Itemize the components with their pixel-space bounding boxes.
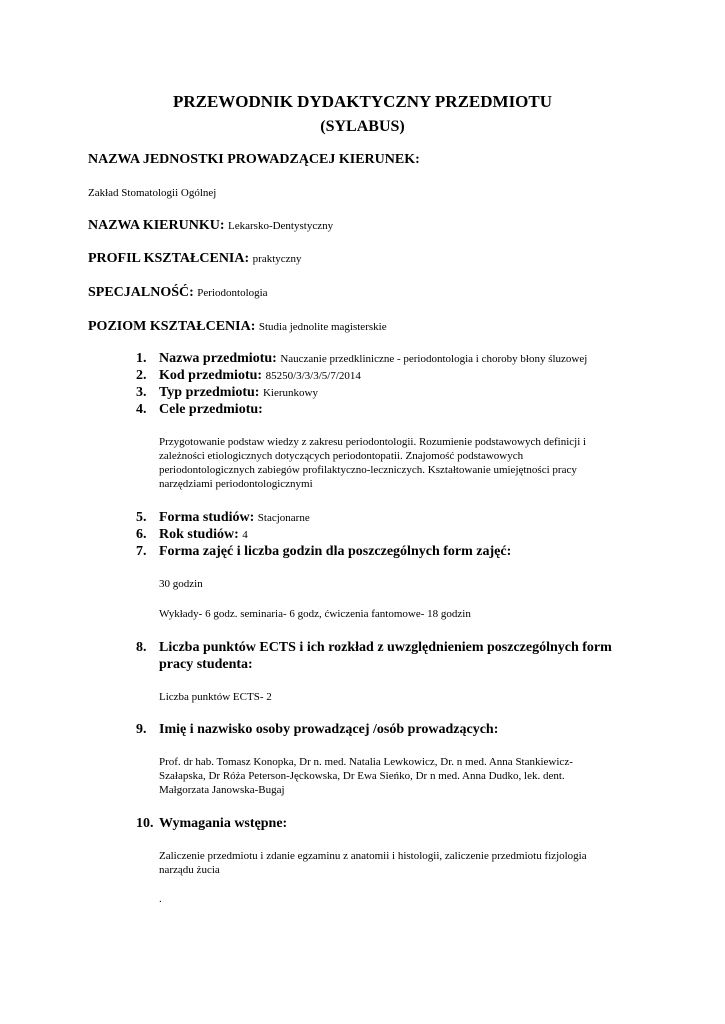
unit-heading: NAZWA JEDNOSTKI PROWADZĄCEJ KIERUNEK: <box>88 152 420 167</box>
staff-paragraph: Prof. dr hab. Tomasz Konopka, Dr n. med. Natalia Lewkowicz, Dr. n med. Anna Stankiewicz- Szałapska, Dr Róża Peterson-Jęckowska, Dr Ewa Sieńko, Dr n med. Anna Dudko, lek. dent. Małgorzata Janowska-Bugaj <box>159 756 573 796</box>
hours-breakdown: Wykłady- 6 godz. seminaria- 6 godz, ćwiczenia fantomowe- 18 godzin <box>159 608 471 620</box>
item-9: 9. Imię i nazwisko osoby prowadzącej /osób prowadzących: <box>136 722 499 737</box>
document-title: PRZEWODNIK DYDAKTYCZNY PRZEDMIOTU <box>172 92 553 111</box>
field-profil <box>88 251 302 267</box>
hours-total: 30 godzin <box>159 578 203 590</box>
field-value: Periodontologia <box>197 287 268 299</box>
item-2: 2. Kod przedmiotu: 85250/3/3/3/5/7/2014 <box>136 368 361 383</box>
item-7: 7. Forma zajęć i liczba godzin dla poszczególnych form zajęć: <box>136 544 512 559</box>
item-8-line2: pracy studenta: <box>159 657 253 672</box>
field-specjalnosc <box>88 285 268 301</box>
item-10: 10. Wymagania wstępne: <box>136 816 288 831</box>
document-subtitle: (SYLABUS) <box>320 118 405 135</box>
ects-value: Liczba punktów ECTS- 2 <box>159 691 272 703</box>
item-8: 8. Liczba punktów ECTS i ich rozkład z uwzględnieniem poszczególnych form <box>136 640 612 655</box>
item-6: 6. Rok studiów: 4 <box>136 527 248 542</box>
field-value: Lekarsko-Dentystyczny <box>228 220 334 232</box>
field-label: POZIOM KSZTAŁCENIA: <box>88 319 256 334</box>
unit-value: Zakład Stomatologii Ogólnej <box>88 187 217 199</box>
field-value: Studia jednolite magisterskie <box>258 321 387 333</box>
field-label: SPECJALNOŚĆ: <box>88 285 194 300</box>
trailing-dot: . <box>159 893 162 905</box>
item-5: 5. Forma studiów: Stacjonarne <box>136 510 310 525</box>
field-poziom <box>88 319 387 335</box>
item-4: 4. Cele przedmiotu: <box>136 402 263 417</box>
field-kierunek <box>88 218 333 234</box>
goals-paragraph: Przygotowanie podstaw wiedzy z zakresu periodontologii. Rozumienie podstawowych definicji i zależności etiologicznych dotyczących periodontopatii. Znajomość podstawowych periodontologicznych zabiegów profilaktyczno-leczniczych. Kształtowanie umiejętności pracy narzędziami periodontologicznymi <box>159 436 587 490</box>
requirements-paragraph: Zaliczenie przedmiotu i zdanie egzaminu z anatomii i histologii, zaliczenie przedmiotu fizjologia narządu żucia <box>159 850 587 876</box>
field-value: praktyczny <box>252 253 302 265</box>
field-label: PROFIL KSZTAŁCENIA: <box>88 251 250 266</box>
field-label: NAZWA KIERUNKU: <box>88 218 225 233</box>
item-3: 3. Typ przedmiotu: Kierunkowy <box>136 385 318 400</box>
item-1: 1. Nazwa przedmiotu: Nauczanie przedkliniczne - periodontologia i choroby błony śluzowej <box>136 351 588 366</box>
